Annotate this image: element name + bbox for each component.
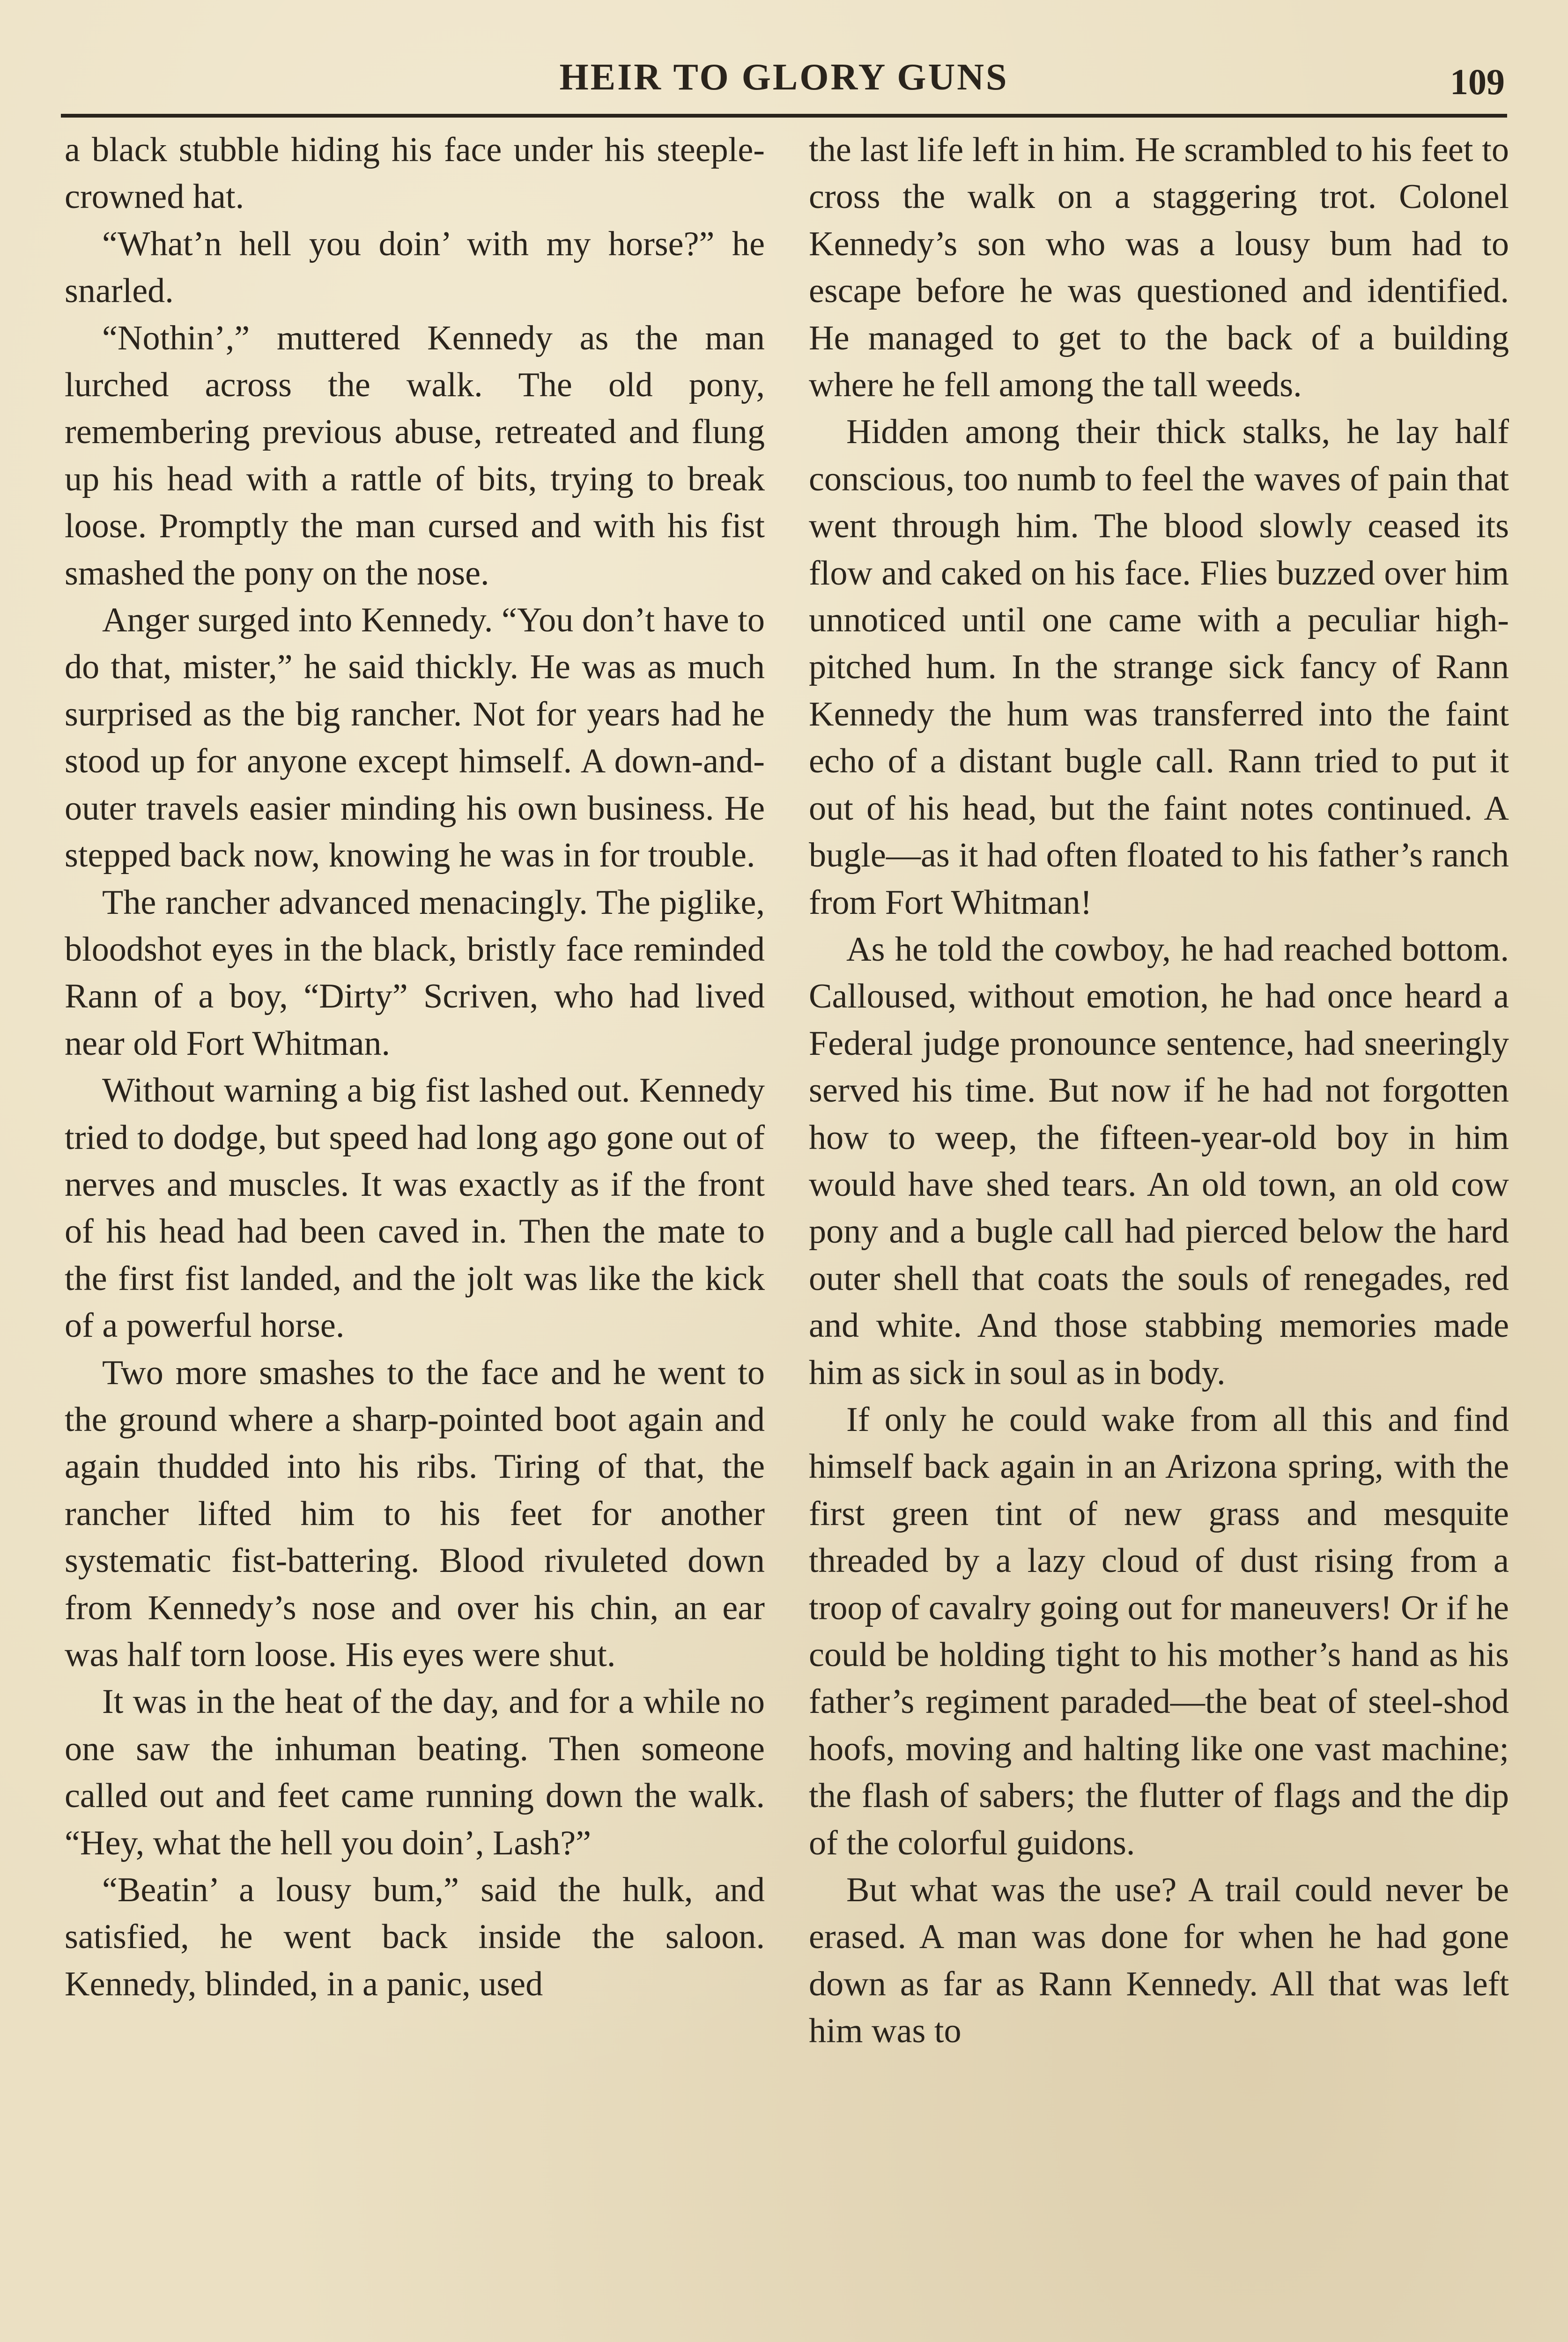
paragraph: Two more smashes to the face and he went to the ground where a sharp-pointed boot again and again thudded into his ribs. Tiring of that, the rancher lifted him to his feet for another systematic fist-battering. Blood rivuleted down from Kennedy’s nose and over his chin, an ear was half torn loose. His eyes were shut.	[65, 1353, 765, 1674]
paragraph: “Beatin’ a lousy bum,” said the hulk, and satisfied, he went back inside the saloon. Kennedy, blinded, in a panic, used	[65, 1871, 765, 2003]
paragraph: Hidden among their thick stalks, he lay half conscious, too numb to feel the waves of pain that went through him. The blood slowly ceased its flow and caked on his face. Flies buzzed over him unnoticed until one came with a peculiar high-pitched hum. In the strange sick fancy of Rann Kennedy the hum was transferred into the faint echo of a distant bugle call. Rann tried to put it out of his head, but the faint notes continued. A bugle—as it had often floated to his father’s ranch from Fort Whitman!	[809, 413, 1509, 922]
paragraph: the last life left in him. He scrambled to his feet to cross the walk on a staggering trot. Colonel Kennedy’s son who was a lousy bum had to escape before he was questioned and identified. He managed to get to the back of a building where he fell among the tall weeds.	[809, 131, 1509, 405]
paragraph: It was in the heat of the day, and for a while no one saw the inhuman beating. Then someone called out and feet came running down the walk. “Hey, what the hell you doin’, Lash?”	[65, 1682, 765, 1862]
running-title: HEIR TO GLORY GUNS	[559, 57, 1009, 98]
paragraph: “Nothin’,” muttered Kennedy as the man lurched across the walk. The old pony, remembering previous abuse, retreated and flung up his head with a rattle of bits, trying to break loose. Promptly the man cursed and with his fist smashed the pony on the nose.	[65, 319, 765, 593]
paragraph: The rancher advanced menacingly. The piglike, bloodshot eyes in the black, bristly face reminded Rann of a boy, “Dirty” Scriven, who had lived near old Fort Whitman.	[65, 883, 765, 1063]
paragraph: If only he could wake from all this and find himself back again in an Arizona spring, with the first green tint of new grass and mesquite threaded by a lazy cloud of dust rising from a troop of cavalry going out for maneuvers! Or if he could be holding tight to his mother’s hand as his father’s regiment paraded—the beat of steel-shod hoofs, moving and halting like one vast machine; the flash of sabers; the flutter of flags and the dip of the colorful guidons.	[809, 1400, 1509, 1862]
header-rule	[61, 114, 1507, 118]
page-number: 109	[1450, 61, 1505, 102]
page-header	[61, 52, 1507, 113]
paragraph: As he told the cowboy, he had reached bottom. Calloused, without emotion, he had once heard a Federal judge pronounce sentence, had sneeringly served his time. But now if he had not forgotten how to weep, the fifteen-year-old boy in him would have shed tears. An old town, an old cow pony and a bugle call had pierced below the hard outer shell that coats the souls of renegades, red and white. And those stabbing memories made him as sick in soul as in body.	[809, 930, 1509, 1392]
right-column	[809, 126, 1509, 2055]
paragraph: “What’n hell you doin’ with my horse?” he snarled.	[65, 224, 765, 311]
paragraph: Without warning a big fist lashed out. Kennedy tried to dodge, but speed had long ago gone out of nerves and muscles. It was exactly as if the front of his head had been caved in. Then the mate to the first fist landed, and the jolt was like the kick of a powerful horse.	[65, 1071, 765, 1345]
paragraph: Anger surged into Kennedy. “You don’t have to do that, mister,” he said thickly. He was as much surprised as the big rancher. Not for years had he stood up for anyone except himself. A down-and-outer travels easier minding his own business. He stepped back now, knowing he was in for trouble.	[65, 601, 765, 875]
paragraph: a black stubble hiding his face under his steeple-crowned hat.	[65, 131, 765, 216]
left-column	[65, 126, 765, 2008]
paragraph: But what was the use? A trail could never be erased. A man was done for when he had gone down as far as Rann Kennedy. All that was left him was to	[809, 1871, 1509, 2051]
